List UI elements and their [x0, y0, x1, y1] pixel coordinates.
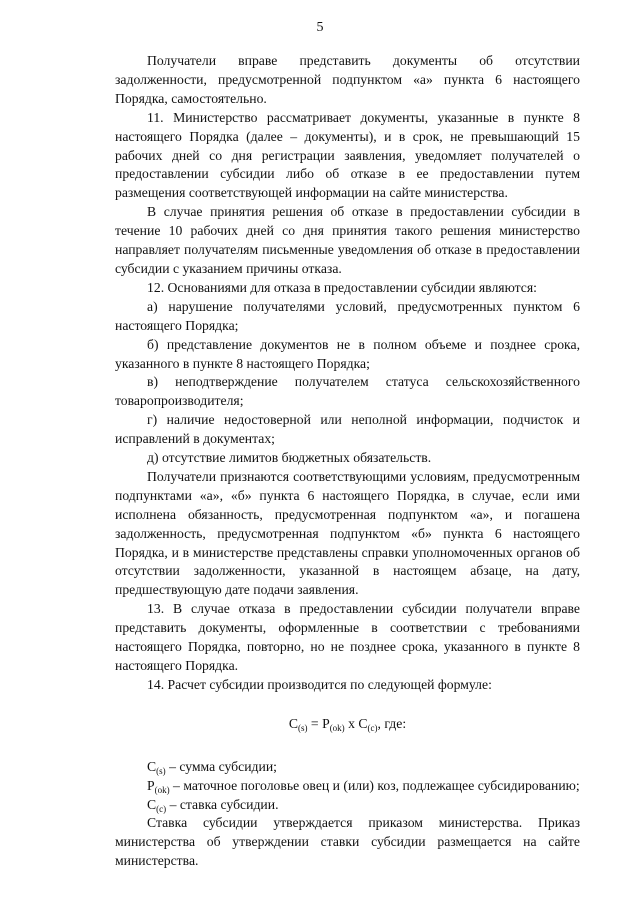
formula-sub-c: (c) — [367, 722, 378, 733]
page-number: 5 — [316, 20, 324, 35]
paragraph-11: 11. Министерство рассматривает документы, указанные в пункте 8 настоящего Порядка (далее – документы), и в срок, не превышающий 15 рабочих дней со дня регистрации заявления, уведомляет получателей о предоставлении субсидии либо об отказе в ее предоставлении путем размещения соответствующей информации на сайте министерства. — [115, 109, 580, 201]
formula-tail: , где: — [377, 715, 407, 731]
def-pok-sub: (ok) — [154, 784, 170, 795]
def-cs-symbol: C — [147, 758, 157, 774]
paragraph-rate-order: Ставка субсидии утверждается приказом министерства. Приказ министерства об утверждении ставки субсидии размещается на сайте министерства. — [115, 815, 580, 869]
paragraph-conditions: Получатели признаются соответствующими условиям, предусмотренным подпунктами «а», «б» пункта 6 настоящего Порядка, в случае, если ими исполнена обязанность, предусмотренная подпунктом «а», и погашена задолженность, предусмотренная подпунктом «б» пункта 6 настоящего Порядка, и в министерстве представлены справки уполномоченных органов об отсутствии задолженности, указанной в настоящем абзаце, на дату, предшествующую дате подачи заявления. — [115, 468, 580, 598]
paragraph-12: 12. Основаниями для отказа в предоставлении субсидии являются: — [147, 279, 537, 295]
paragraph-14: 14. Расчет субсидии производится по следующей формуле: — [147, 676, 492, 692]
formula-sub-s: (s) — [297, 722, 308, 733]
list-item-a: а) нарушение получателями условий, предусмотренных пунктом 6 настоящего Порядка; — [115, 298, 580, 333]
definition-pok — [115, 777, 580, 796]
formula-equals: = — [307, 715, 323, 731]
def-cc-symbol: C — [147, 796, 157, 812]
list-item-v: в) неподтверждение получателем статуса сельскохозяйственного товаропроизводителя; — [115, 374, 580, 409]
def-cs-text: – сумма субсидии; — [165, 758, 277, 774]
def-cc-sub: (c) — [156, 803, 167, 814]
document-body — [115, 52, 580, 871]
subsidy-formula — [115, 715, 580, 734]
formula-p: P — [322, 715, 330, 731]
def-pok-text: – маточное поголовье овец и (или) коз, подлежащее субсидированию; — [169, 777, 580, 793]
paragraph-self-submit: Получатели вправе представить документы об отсутствии задолженности, предусмотренной подпунктом «а» пункта 6 настоящего Порядка, самостоятельно. — [115, 53, 580, 106]
formula-times: x — [344, 715, 359, 731]
paragraph-refusal-notice: В случае принятия решения об отказе в предоставлении субсидии в течение 10 рабочих дней со дня принятия такого решения министерство направляет получателям письменные уведомления об отказе в предоставлении субсидии с указанием причины отказа. — [115, 204, 580, 276]
list-item-d: д) отсутствие лимитов бюджетных обязательств. — [147, 450, 432, 466]
def-cc-text: – ставка субсидии. — [166, 796, 279, 812]
def-cs-sub: (s) — [156, 765, 166, 776]
formula-sub-ok: (ok) — [329, 722, 345, 733]
paragraph-13: 13. В случае отказа в предоставлении субсидии получатели вправе представить документы, оформленные в соответствии с требованиями настоящего Порядка, повторно, но не позднее срока, указанного в пункте 8 настоящего Порядка. — [115, 601, 580, 673]
list-item-b: б) представление документов не в полном объеме и позднее срока, указанного в пункте 8 настоящего Порядка; — [115, 336, 580, 371]
definition-cs — [115, 758, 580, 777]
formula-c2: C — [358, 715, 368, 731]
formula-c: C — [288, 715, 298, 731]
list-item-g: г) наличие недостоверной или неполной информации, подчисток и исправлений в документах; — [115, 412, 580, 447]
definition-cc — [115, 796, 580, 815]
def-pok-symbol: P — [147, 777, 155, 793]
